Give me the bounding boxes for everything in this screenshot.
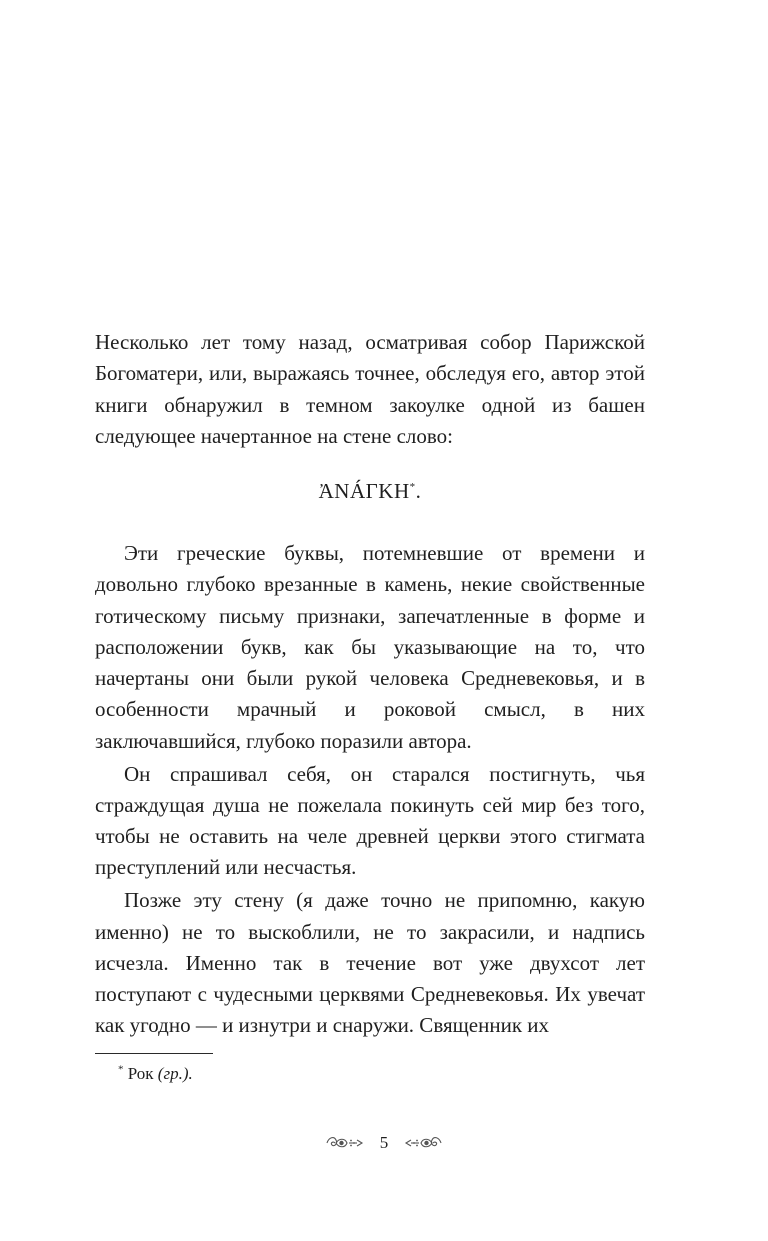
footnote-mark: * <box>118 1063 124 1076</box>
epigraph-word <box>95 476 645 507</box>
vignette-left-ornament-icon <box>325 1133 365 1153</box>
body-paragraph: Позже эту стену (я даже точно не припомню, какую именно) не то выскоблили, не то закрасили, и надпись исчезла. Именно так в течение вот уже двухсот лет поступают с чудесными церквями Средневековья. Их увечат как угодно — и изнутри и снаружи. Священник их <box>95 888 645 1038</box>
page-number: 5 <box>379 1133 389 1152</box>
vignette-right-ornament-icon <box>403 1133 443 1153</box>
intro-paragraph: Несколько лет тому назад, осматривая собор Парижской Богоматери, или, выражаясь точнее, обследуя его, автор этой книги обнаружил в темном закоулке одной из башен следующее начертанное на стене слово: <box>95 330 645 448</box>
footnote-text: Рок <box>127 1064 154 1083</box>
body-paragraph: Он спрашивал себя, он старался постигнуть, чья страждущая душа не пожелала покинуть сей мир без того, чтобы не оставить на челе древней церкви этого стигмата преступлений или несчастья. <box>95 761 645 880</box>
epigraph-footnote-mark: * <box>409 481 416 493</box>
footnote-divider <box>95 1053 213 1054</box>
epigraph-period: . <box>415 479 422 503</box>
footnote-gloss: (гр.). <box>157 1064 193 1083</box>
epigraph-greek-word: ἈΝÁΓΚΗ <box>318 479 410 503</box>
intro-paragraph-block <box>95 327 645 452</box>
body-paragraph: Эти греческие буквы, потемневшие от времени и довольно глубоко врезанные в камень, некие свойственные готическому письму признаки, запечатленные в форме и расположении букв, как бы указывающие на то, что начертаны они были рукой человека Средневековья, и в особенности мрачный и роковой смысл, в них заключавшийся, глубоко поразили автора. <box>95 541 645 753</box>
page-folio <box>0 1133 768 1153</box>
body-text-block <box>95 538 645 1043</box>
footnote <box>118 1063 193 1085</box>
